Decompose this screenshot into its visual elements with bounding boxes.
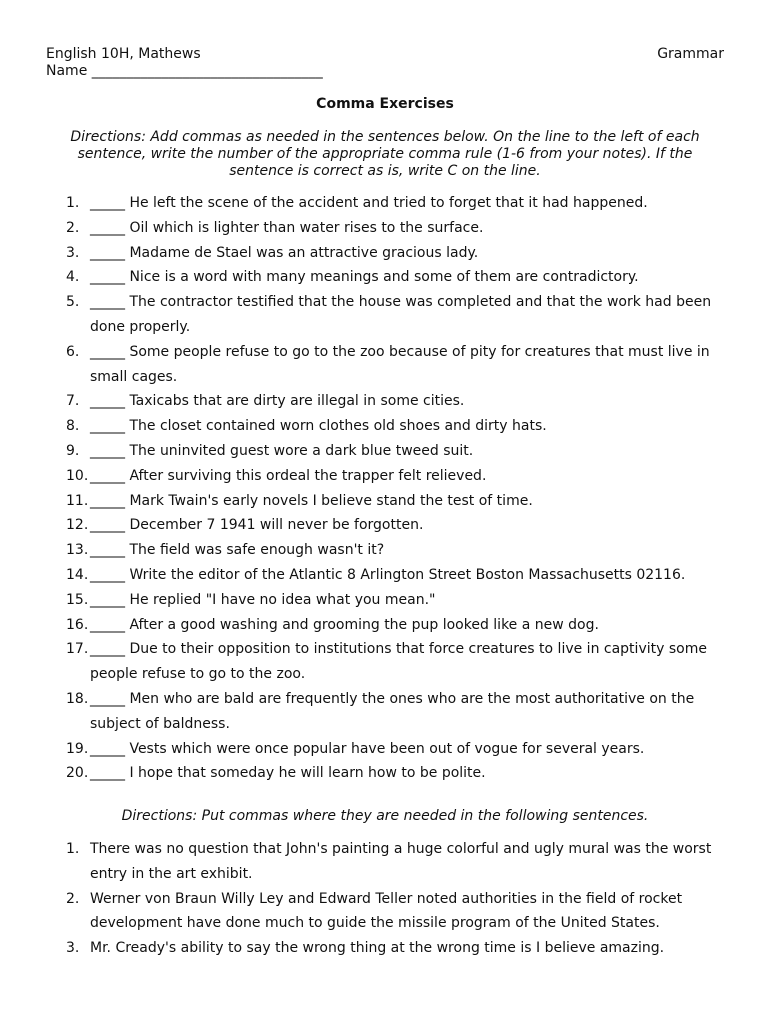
item-text: _____ After a good washing and grooming the pup looked like a new dog. xyxy=(90,616,599,633)
item-text: _____ Due to their opposition to institutions that force creatures to live in captivity some people refuse to go to the zoo. xyxy=(90,641,707,683)
item-number: 18. xyxy=(66,690,89,707)
item-text: _____ Vests which were once popular have been out of vogue for several years. xyxy=(90,740,645,757)
item-text: _____ The field was safe enough wasn't it? xyxy=(90,542,385,559)
exercise-item xyxy=(66,489,730,514)
exercise-item xyxy=(66,637,730,687)
exercise-item xyxy=(66,563,730,588)
exercise-item xyxy=(66,290,730,340)
item-text: _____ Men who are bald are frequently the ones who are the most authoritative on the subject of baldness. xyxy=(90,690,695,732)
item-text: Mr. Cready's ability to say the wrong thing at the wrong time is I believe amazing. xyxy=(90,940,665,957)
item-text: _____ Oil which is lighter than water rises to the surface. xyxy=(90,219,484,236)
item-text: _____ The contractor testified that the house was completed and that the work had been done properly. xyxy=(90,294,712,335)
directions-part-1: Directions: Add commas as needed in the sentences below. On the line to the left of each sentence, write the number of the appropriate comma rule (1-6 from your notes). If the sentence is correct as is, write C on the line. xyxy=(70,129,700,179)
item-number: 7. xyxy=(66,393,80,410)
exercise-item xyxy=(66,414,730,439)
item-text: Werner von Braun Willy Ley and Edward Teller noted authorities in the field of rocket development have done much to guide the missile program of the United States. xyxy=(90,890,683,932)
item-number: 4. xyxy=(66,269,80,286)
item-number: 13. xyxy=(66,542,89,559)
exercise-item xyxy=(66,613,730,638)
item-text: _____ The uninvited guest wore a dark blue tweed suit. xyxy=(90,442,474,459)
item-number: 1. xyxy=(66,195,80,211)
item-number: 14. xyxy=(66,566,89,583)
exercise-item xyxy=(66,737,730,762)
item-text: _____ Madame de Stael was an attractive gracious lady. xyxy=(90,244,479,261)
exercise-item xyxy=(66,216,730,241)
item-text: _____ He replied "I have no idea what you mean." xyxy=(90,591,436,608)
item-text: _____ Write the editor of the Atlantic 8 Arlington Street Boston Massachusetts 02116. xyxy=(90,566,686,583)
item-text: _____ The closet contained worn clothes old shoes and dirty hats. xyxy=(90,418,547,435)
exercise-item xyxy=(66,538,730,563)
item-text: _____ Mark Twain's early novels I believe stand the test of time. xyxy=(90,492,533,509)
item-text: _____ Taxicabs that are dirty are illegal in some cities. xyxy=(90,393,465,410)
item-number: 15. xyxy=(66,591,89,608)
item-number: 20. xyxy=(66,765,89,782)
item-number: 12. xyxy=(66,517,89,534)
exercise-item xyxy=(66,191,730,216)
item-number: 9. xyxy=(66,442,80,459)
item-text: _____ Some people refuse to go to the zoo because of pity for creatures that must live in small cages. xyxy=(90,343,710,385)
item-text: _____ I hope that someday he will learn how to be polite. xyxy=(90,765,486,782)
page-header xyxy=(46,46,724,80)
exercise-item xyxy=(66,588,730,613)
item-number: 17. xyxy=(66,641,89,658)
item-number: 8. xyxy=(66,418,80,435)
exercise-item xyxy=(66,687,730,737)
item-number: 19. xyxy=(66,740,89,757)
item-number: 2. xyxy=(66,890,80,907)
sentence-item xyxy=(66,887,730,937)
sentence-item xyxy=(66,936,730,961)
subject-label: Grammar xyxy=(657,46,724,62)
exercise-item xyxy=(66,761,730,786)
directions-part-2: Directions: Put commas where they are needed in the following sentences. xyxy=(121,808,649,824)
course-label: English 10H, Mathews xyxy=(46,46,201,62)
item-number: 6. xyxy=(66,343,80,360)
page-title: Comma Exercises xyxy=(316,96,454,112)
exercise-list-1 xyxy=(66,191,730,786)
item-number: 5. xyxy=(66,294,80,311)
name-line: Name _________________________________ xyxy=(46,63,323,79)
item-number: 10. xyxy=(66,467,89,484)
item-text: There was no question that John's painting a huge colorful and ugly mural was the worst entry in the art exhibit. xyxy=(90,841,712,882)
item-number: 1. xyxy=(66,841,80,857)
item-number: 16. xyxy=(66,616,89,633)
exercise-item xyxy=(66,439,730,464)
item-text: _____ He left the scene of the accident and tried to forget that it had happened. xyxy=(90,195,648,211)
exercise-item xyxy=(66,265,730,290)
exercise-list-2 xyxy=(66,837,730,961)
item-number: 2. xyxy=(66,219,80,236)
exercise-item xyxy=(66,340,730,390)
exercise-item xyxy=(66,389,730,414)
item-text: _____ December 7 1941 will never be forgotten. xyxy=(90,517,424,534)
item-text: _____ After surviving this ordeal the trapper felt relieved. xyxy=(90,467,487,484)
item-number: 3. xyxy=(66,940,80,957)
sentence-item xyxy=(66,837,730,887)
exercise-item xyxy=(66,241,730,266)
exercise-item xyxy=(66,513,730,538)
item-number: 3. xyxy=(66,244,80,261)
item-text: _____ Nice is a word with many meanings and some of them are contradictory. xyxy=(90,269,639,286)
exercise-item xyxy=(66,464,730,489)
item-number: 11. xyxy=(66,492,89,509)
